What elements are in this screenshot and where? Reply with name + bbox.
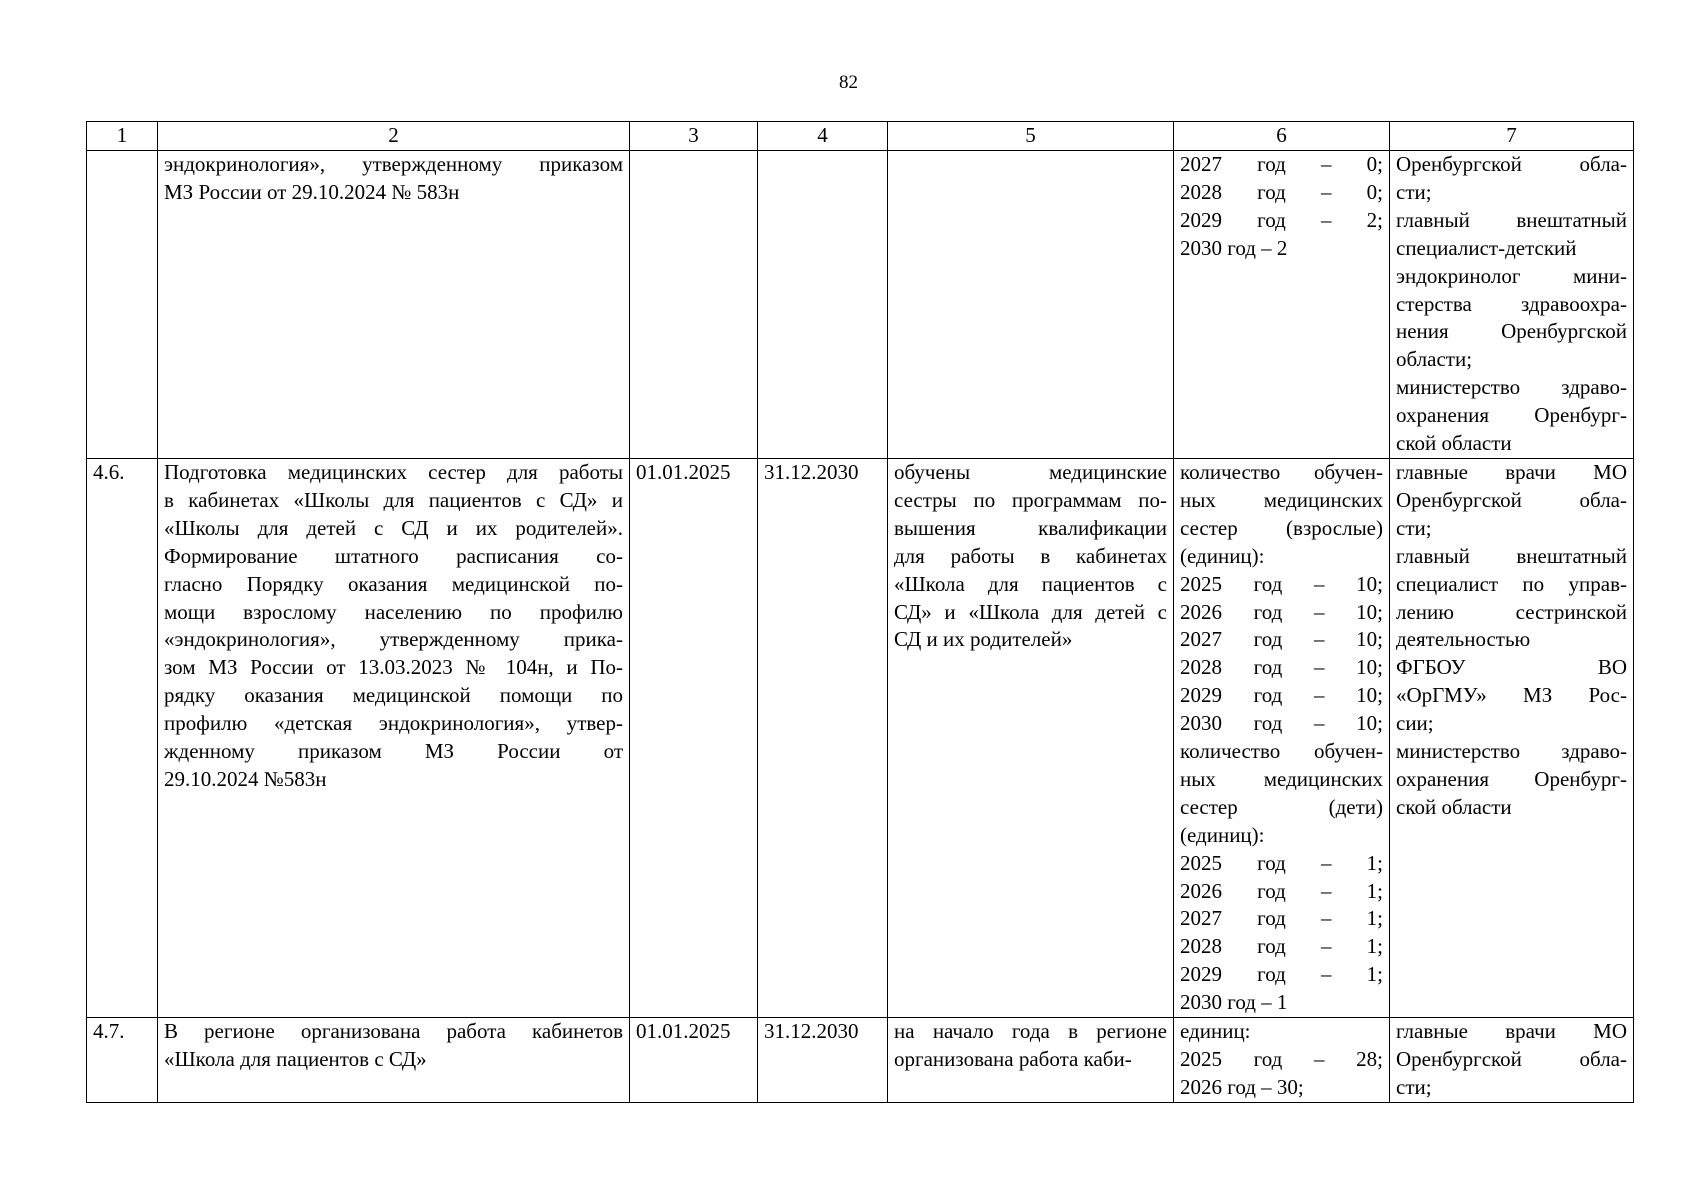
- cell-line: эндокринология», утвержденному приказом: [164, 152, 623, 176]
- result-cell: [888, 151, 1174, 459]
- cell-line: профилю «детская эндокринология», утвер-: [164, 711, 623, 736]
- cell-line: Оренбургской обла-: [1396, 487, 1627, 512]
- description-cell: [158, 1018, 630, 1103]
- cell-line: Оренбургской обла-: [1396, 1047, 1627, 1071]
- row-number-cell: [87, 1018, 158, 1103]
- cell-line: министерство здраво-: [1396, 739, 1627, 764]
- column-header: 4: [758, 122, 888, 151]
- column-header: 5: [888, 122, 1174, 151]
- indicator-cell: [1174, 1018, 1390, 1103]
- cell-line: 2027 год – 0;: [1180, 152, 1383, 176]
- cell-line: 2029 год – 10;: [1180, 683, 1383, 708]
- cell-line: лению сестринской: [1396, 599, 1627, 624]
- cell-line: 2029 год – 2;: [1180, 207, 1383, 232]
- responsible-cell: [1390, 458, 1634, 1017]
- cell-line: количество обучен-: [1180, 459, 1383, 484]
- cell-line: сти;: [1396, 1074, 1432, 1099]
- cell-text: 4.7.: [93, 1019, 125, 1044]
- cell-line: 2025 год – 1;: [1180, 850, 1383, 875]
- cell-line: эндокринолог мини-: [1396, 263, 1627, 288]
- cell-line: ской области: [1396, 431, 1512, 456]
- cell-line: 2028 год – 10;: [1180, 655, 1383, 680]
- cell-line: 2030 год – 10;: [1180, 711, 1383, 736]
- cell-line: охранения Оренбург-: [1396, 766, 1627, 791]
- cell-line: ской области: [1396, 794, 1512, 819]
- row-number-cell: [87, 151, 158, 459]
- table-header-row: [87, 122, 1634, 151]
- page-number: 82: [839, 72, 858, 93]
- cell-text: 01.01.2025: [636, 1019, 731, 1044]
- start-date-cell: [630, 151, 758, 459]
- cell-line: СД» и «Школа для детей с: [894, 599, 1167, 624]
- action-plan-table: [86, 121, 1634, 1103]
- cell-line: «Школа для пациентов с: [894, 571, 1167, 596]
- cell-line: «эндокринология», утвержденному прика-: [164, 627, 623, 652]
- cell-line: гласно Порядку оказания медицинской по-: [164, 571, 623, 596]
- cell-line: обучены медицинские: [894, 459, 1167, 484]
- cell-line: охранения Оренбург-: [1396, 403, 1627, 428]
- cell-line: главный внештатный: [1396, 543, 1627, 568]
- cell-line: области;: [1396, 347, 1473, 372]
- cell-line: сии;: [1396, 711, 1434, 736]
- cell-line: «Школы для детей с СД и их родителей».: [164, 515, 623, 540]
- cell-line: 2026 год – 1;: [1180, 878, 1383, 903]
- cell-line: Подготовка медицинских сестер для работы: [164, 459, 623, 484]
- description-cell: [158, 458, 630, 1017]
- cell-text: 31.12.2030: [764, 459, 859, 484]
- cell-line: Оренбургской обла-: [1396, 152, 1627, 176]
- row-number-cell: [87, 458, 158, 1017]
- cell-line: ных медицинских: [1180, 487, 1383, 512]
- cell-line: 29.10.2024 №583н: [164, 766, 327, 791]
- result-cell: [888, 1018, 1174, 1103]
- cell-line: ных медицинских: [1180, 766, 1383, 791]
- description-cell: [158, 151, 630, 459]
- cell-line: главные врачи МО: [1396, 459, 1627, 484]
- start-date-cell: [630, 458, 758, 1017]
- cell-line: деятельностью: [1396, 627, 1531, 652]
- cell-text: 01.01.2025: [636, 459, 731, 484]
- column-header: 1: [87, 122, 158, 151]
- responsible-cell: [1390, 151, 1634, 459]
- cell-line: для работы в кабинетах: [894, 543, 1167, 568]
- cell-line: 2027 год – 1;: [1180, 906, 1383, 931]
- cell-line: специалист-детский: [1396, 235, 1577, 260]
- cell-line: сестер (взрослые): [1180, 515, 1383, 540]
- cell-line: рядку оказания медицинской помощи по: [164, 683, 623, 708]
- cell-line: В регионе организована работа кабинетов: [164, 1019, 623, 1044]
- cell-line: стерства здравоохра-: [1396, 291, 1627, 316]
- cell-line: организована работа каби-: [894, 1047, 1132, 1071]
- responsible-cell: [1390, 1018, 1634, 1103]
- cell-line: 2025 год – 28;: [1180, 1047, 1383, 1071]
- cell-line: сти;: [1396, 179, 1432, 204]
- cell-text: 31.12.2030: [764, 1019, 859, 1044]
- column-header: 2: [158, 122, 630, 151]
- cell-line: «Школа для пациентов с СД»: [164, 1047, 427, 1071]
- cell-line: ФГБОУ ВО: [1396, 655, 1627, 680]
- cell-line: 2030 год – 1: [1180, 990, 1288, 1015]
- cell-line: мощи взрослому населению по профилю: [164, 599, 623, 624]
- cell-line: (единиц):: [1180, 822, 1265, 847]
- cell-line: министерство здраво-: [1396, 375, 1627, 400]
- cell-line: СД и их родителей»: [894, 627, 1073, 652]
- indicator-cell: [1174, 458, 1390, 1017]
- cell-line: сестер (дети): [1180, 794, 1383, 819]
- table-row: [87, 458, 1634, 1017]
- cell-line: в кабинетах «Школы для пациентов с СД» и: [164, 487, 623, 512]
- cell-line: 2029 год – 1;: [1180, 962, 1383, 987]
- cell-line: вышения квалификации: [894, 515, 1167, 540]
- cell-line: 2030 год – 2: [1180, 235, 1288, 260]
- cell-line: единиц:: [1180, 1019, 1251, 1044]
- cell-line: 2026 год – 30;: [1180, 1074, 1304, 1099]
- column-header: 6: [1174, 122, 1390, 151]
- indicator-cell: [1174, 151, 1390, 459]
- cell-line: 2028 год – 0;: [1180, 179, 1383, 204]
- end-date-cell: [758, 458, 888, 1017]
- table-row: [87, 1018, 1634, 1103]
- cell-line: количество обучен-: [1180, 739, 1383, 764]
- cell-line: 2028 год – 1;: [1180, 934, 1383, 959]
- cell-line: Формирование штатного расписания со-: [164, 543, 623, 568]
- cell-line: 2026 год – 10;: [1180, 599, 1383, 624]
- column-header: 3: [630, 122, 758, 151]
- cell-line: 2025 год – 10;: [1180, 571, 1383, 596]
- cell-line: специалист по управ-: [1396, 571, 1627, 596]
- cell-line: МЗ России от 29.10.2024 № 583н: [164, 179, 460, 204]
- cell-line: зом МЗ России от 13.03.2023 № 104н, и По-: [164, 655, 623, 680]
- cell-line: сти;: [1396, 515, 1432, 540]
- end-date-cell: [758, 1018, 888, 1103]
- cell-line: 2027 год – 10;: [1180, 627, 1383, 652]
- column-header: 7: [1390, 122, 1634, 151]
- end-date-cell: [758, 151, 888, 459]
- start-date-cell: [630, 1018, 758, 1103]
- cell-line: нения Оренбургской: [1396, 319, 1627, 344]
- table-row: [87, 151, 1634, 459]
- cell-text: 4.6.: [93, 459, 125, 484]
- cell-line: главный внештатный: [1396, 207, 1627, 232]
- cell-line: на начало года в регионе: [894, 1019, 1167, 1044]
- cell-line: жденному приказом МЗ России от: [164, 739, 623, 764]
- cell-line: «ОрГМУ» МЗ Рос-: [1396, 683, 1627, 708]
- cell-line: главные врачи МО: [1396, 1019, 1627, 1044]
- cell-line: сестры по программам по-: [894, 487, 1167, 512]
- result-cell: [888, 458, 1174, 1017]
- cell-line: (единиц):: [1180, 543, 1265, 568]
